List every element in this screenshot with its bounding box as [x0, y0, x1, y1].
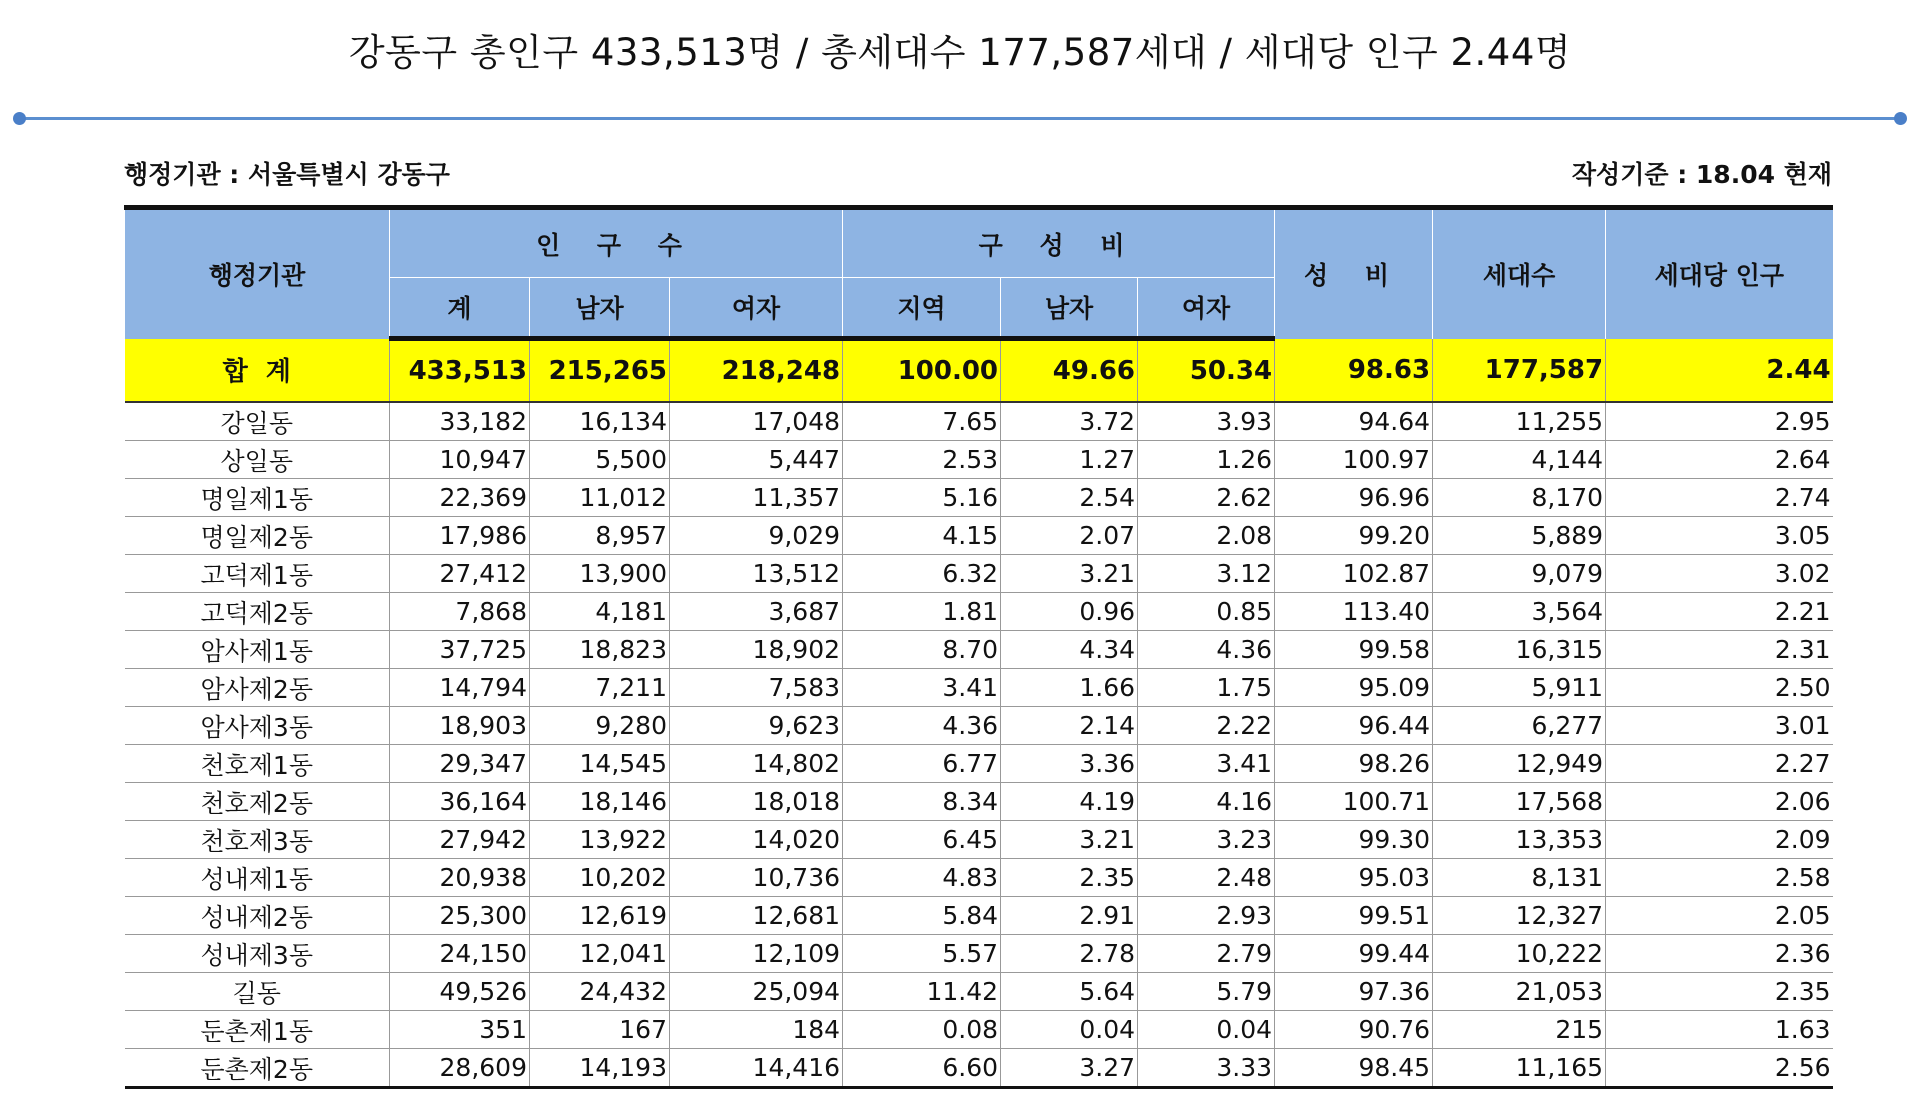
- header-per-household: 세대당 인구: [1606, 208, 1833, 339]
- table-row: [125, 745, 1833, 783]
- table-row: [125, 783, 1833, 821]
- cell-name: 길동: [125, 973, 390, 1011]
- header-male-pct: 남자: [1001, 278, 1138, 339]
- cell-region: 6.45: [843, 821, 1001, 859]
- table-row: [125, 935, 1833, 973]
- total-sex-ratio: 98.63: [1275, 339, 1433, 403]
- cell-region: 8.34: [843, 783, 1001, 821]
- cell-female-pct: 3.12: [1138, 555, 1275, 593]
- cell-per-household: 1.63: [1606, 1011, 1833, 1049]
- total-male-pct: 49.66: [1001, 339, 1138, 403]
- cell-male: 5,500: [530, 441, 670, 479]
- cell-total: 22,369: [390, 479, 530, 517]
- cell-households: 6,277: [1433, 707, 1606, 745]
- cell-female: 13,512: [670, 555, 843, 593]
- cell-female-pct: 3.41: [1138, 745, 1275, 783]
- divider-dot-right: [1894, 112, 1907, 125]
- cell-sex-ratio: 102.87: [1275, 555, 1433, 593]
- cell-total: 27,942: [390, 821, 530, 859]
- cell-region: 6.60: [843, 1049, 1001, 1088]
- cell-per-household: 2.21: [1606, 593, 1833, 631]
- cell-name: 고덕제2동: [125, 593, 390, 631]
- cell-female-pct: 2.93: [1138, 897, 1275, 935]
- cell-male: 13,922: [530, 821, 670, 859]
- cell-sex-ratio: 95.09: [1275, 669, 1433, 707]
- cell-female-pct: 0.85: [1138, 593, 1275, 631]
- cell-region: 0.08: [843, 1011, 1001, 1049]
- table-row: [125, 859, 1833, 897]
- cell-female-pct: 2.48: [1138, 859, 1275, 897]
- header-female-pct: 여자: [1138, 278, 1275, 339]
- cell-male-pct: 3.72: [1001, 402, 1138, 441]
- cell-households: 11,255: [1433, 402, 1606, 441]
- cell-households: 12,327: [1433, 897, 1606, 935]
- header-male: 남자: [530, 278, 670, 339]
- cell-per-household: 3.05: [1606, 517, 1833, 555]
- cell-female: 184: [670, 1011, 843, 1049]
- cell-sex-ratio: 98.45: [1275, 1049, 1433, 1088]
- cell-region: 8.70: [843, 631, 1001, 669]
- cell-region: 5.84: [843, 897, 1001, 935]
- cell-sex-ratio: 97.36: [1275, 973, 1433, 1011]
- cell-total: 29,347: [390, 745, 530, 783]
- cell-households: 215: [1433, 1011, 1606, 1049]
- total-per-household: 2.44: [1606, 339, 1833, 403]
- population-table: [124, 205, 1833, 1089]
- cell-per-household: 2.58: [1606, 859, 1833, 897]
- cell-total: 28,609: [390, 1049, 530, 1088]
- cell-total: 37,725: [390, 631, 530, 669]
- cell-female: 18,902: [670, 631, 843, 669]
- cell-region: 6.77: [843, 745, 1001, 783]
- cell-sex-ratio: 99.44: [1275, 935, 1433, 973]
- cell-female-pct: 3.33: [1138, 1049, 1275, 1088]
- cell-female: 9,029: [670, 517, 843, 555]
- table-row: [125, 555, 1833, 593]
- cell-households: 5,889: [1433, 517, 1606, 555]
- cell-male: 14,545: [530, 745, 670, 783]
- cell-sex-ratio: 99.30: [1275, 821, 1433, 859]
- cell-male: 167: [530, 1011, 670, 1049]
- cell-households: 9,079: [1433, 555, 1606, 593]
- cell-female-pct: 0.04: [1138, 1011, 1275, 1049]
- cell-male-pct: 2.35: [1001, 859, 1138, 897]
- cell-female: 14,020: [670, 821, 843, 859]
- cell-female: 12,109: [670, 935, 843, 973]
- cell-name: 천호제3동: [125, 821, 390, 859]
- cell-name: 천호제2동: [125, 783, 390, 821]
- cell-male-pct: 3.21: [1001, 821, 1138, 859]
- header-composition: 구 성 비: [843, 208, 1275, 278]
- cell-male: 24,432: [530, 973, 670, 1011]
- cell-households: 8,170: [1433, 479, 1606, 517]
- cell-total: 14,794: [390, 669, 530, 707]
- cell-male-pct: 4.19: [1001, 783, 1138, 821]
- cell-households: 4,144: [1433, 441, 1606, 479]
- page-title: 강동구 총인구 433,513명 / 총세대수 177,587세대 / 세대당 인구 2.44명: [348, 31, 1572, 74]
- cell-total: 33,182: [390, 402, 530, 441]
- cell-name: 고덕제1동: [125, 555, 390, 593]
- cell-male: 9,280: [530, 707, 670, 745]
- cell-male-pct: 3.36: [1001, 745, 1138, 783]
- cell-female: 9,623: [670, 707, 843, 745]
- cell-male: 16,134: [530, 402, 670, 441]
- cell-male: 14,193: [530, 1049, 670, 1088]
- cell-female-pct: 1.75: [1138, 669, 1275, 707]
- cell-per-household: 2.64: [1606, 441, 1833, 479]
- cell-male-pct: 2.91: [1001, 897, 1138, 935]
- cell-name: 암사제2동: [125, 669, 390, 707]
- cell-sex-ratio: 90.76: [1275, 1011, 1433, 1049]
- cell-female: 10,736: [670, 859, 843, 897]
- table-body: [125, 339, 1833, 1088]
- table-row: [125, 1049, 1833, 1088]
- cell-sex-ratio: 99.58: [1275, 631, 1433, 669]
- header-region: 지역: [843, 278, 1001, 339]
- cell-total: 7,868: [390, 593, 530, 631]
- cell-name: 성내제3동: [125, 935, 390, 973]
- cell-male-pct: 5.64: [1001, 973, 1138, 1011]
- header-population: 인 구 수: [390, 208, 843, 278]
- cell-name: 강일동: [125, 402, 390, 441]
- table-row: [125, 479, 1833, 517]
- cell-female-pct: 5.79: [1138, 973, 1275, 1011]
- cell-name: 명일제1동: [125, 479, 390, 517]
- cell-region: 2.53: [843, 441, 1001, 479]
- cell-households: 21,053: [1433, 973, 1606, 1011]
- cell-region: 5.16: [843, 479, 1001, 517]
- header-female: 여자: [670, 278, 843, 339]
- cell-female: 14,802: [670, 745, 843, 783]
- total-households: 177,587: [1433, 339, 1606, 403]
- cell-households: 16,315: [1433, 631, 1606, 669]
- cell-female: 12,681: [670, 897, 843, 935]
- cell-name: 둔촌제2동: [125, 1049, 390, 1088]
- cell-per-household: 2.50: [1606, 669, 1833, 707]
- cell-households: 3,564: [1433, 593, 1606, 631]
- cell-per-household: 2.74: [1606, 479, 1833, 517]
- cell-per-household: 2.05: [1606, 897, 1833, 935]
- cell-male-pct: 4.34: [1001, 631, 1138, 669]
- cell-households: 5,911: [1433, 669, 1606, 707]
- table-row: [125, 669, 1833, 707]
- total-male: 215,265: [530, 339, 670, 403]
- cell-households: 11,165: [1433, 1049, 1606, 1088]
- cell-female-pct: 3.93: [1138, 402, 1275, 441]
- cell-female: 7,583: [670, 669, 843, 707]
- cell-name: 암사제1동: [125, 631, 390, 669]
- cell-total: 25,300: [390, 897, 530, 935]
- cell-total: 27,412: [390, 555, 530, 593]
- header-sex-ratio: 성 비: [1275, 208, 1433, 339]
- cell-households: 12,949: [1433, 745, 1606, 783]
- cell-per-household: 2.56: [1606, 1049, 1833, 1088]
- cell-male-pct: 3.21: [1001, 555, 1138, 593]
- cell-male: 18,146: [530, 783, 670, 821]
- cell-total: 17,986: [390, 517, 530, 555]
- cell-sex-ratio: 94.64: [1275, 402, 1433, 441]
- total-female-pct: 50.34: [1138, 339, 1275, 403]
- cell-households: 8,131: [1433, 859, 1606, 897]
- cell-per-household: 3.01: [1606, 707, 1833, 745]
- cell-male-pct: 2.14: [1001, 707, 1138, 745]
- cell-sex-ratio: 99.51: [1275, 897, 1433, 935]
- divider-dot-left: [13, 112, 26, 125]
- cell-per-household: 2.09: [1606, 821, 1833, 859]
- cell-total: 10,947: [390, 441, 530, 479]
- cell-sex-ratio: 95.03: [1275, 859, 1433, 897]
- total-row: [125, 339, 1833, 403]
- cell-female: 11,357: [670, 479, 843, 517]
- cell-region: 1.81: [843, 593, 1001, 631]
- cell-households: 17,568: [1433, 783, 1606, 821]
- cell-per-household: 2.27: [1606, 745, 1833, 783]
- cell-total: 36,164: [390, 783, 530, 821]
- cell-name: 암사제3동: [125, 707, 390, 745]
- cell-region: 6.32: [843, 555, 1001, 593]
- cell-male: 10,202: [530, 859, 670, 897]
- cell-male: 12,041: [530, 935, 670, 973]
- cell-female: 5,447: [670, 441, 843, 479]
- table-row: [125, 707, 1833, 745]
- cell-total: 351: [390, 1011, 530, 1049]
- cell-male-pct: 0.04: [1001, 1011, 1138, 1049]
- cell-male-pct: 0.96: [1001, 593, 1138, 631]
- cell-region: 7.65: [843, 402, 1001, 441]
- cell-male-pct: 1.27: [1001, 441, 1138, 479]
- cell-sex-ratio: 113.40: [1275, 593, 1433, 631]
- table-row: [125, 973, 1833, 1011]
- cell-female: 14,416: [670, 1049, 843, 1088]
- cell-male: 12,619: [530, 897, 670, 935]
- cell-name: 상일동: [125, 441, 390, 479]
- cell-total: 24,150: [390, 935, 530, 973]
- cell-sex-ratio: 96.44: [1275, 707, 1433, 745]
- cell-region: 11.42: [843, 973, 1001, 1011]
- table-row: [125, 897, 1833, 935]
- cell-female-pct: 2.22: [1138, 707, 1275, 745]
- cell-sex-ratio: 100.71: [1275, 783, 1433, 821]
- header-total: 계: [390, 278, 530, 339]
- table-row: [125, 821, 1833, 859]
- cell-name: 둔촌제1동: [125, 1011, 390, 1049]
- cell-households: 13,353: [1433, 821, 1606, 859]
- cell-female: 18,018: [670, 783, 843, 821]
- table-row: [125, 402, 1833, 441]
- cell-per-household: 3.02: [1606, 555, 1833, 593]
- cell-per-household: 2.06: [1606, 783, 1833, 821]
- total-region: 100.00: [843, 339, 1001, 403]
- cell-male-pct: 2.54: [1001, 479, 1138, 517]
- cell-male-pct: 2.07: [1001, 517, 1138, 555]
- total-female: 218,248: [670, 339, 843, 403]
- cell-male: 13,900: [530, 555, 670, 593]
- cell-name: 성내제1동: [125, 859, 390, 897]
- total-total: 433,513: [390, 339, 530, 403]
- cell-region: 4.36: [843, 707, 1001, 745]
- table-row: [125, 441, 1833, 479]
- title-divider: [20, 117, 1900, 120]
- total-name: 합 계: [125, 339, 390, 403]
- cell-per-household: 2.95: [1606, 402, 1833, 441]
- cell-region: 4.15: [843, 517, 1001, 555]
- cell-per-household: 2.31: [1606, 631, 1833, 669]
- cell-male: 18,823: [530, 631, 670, 669]
- date-label: 작성기준 : 18.04 현재: [1571, 160, 1832, 189]
- cell-name: 성내제2동: [125, 897, 390, 935]
- cell-per-household: 2.36: [1606, 935, 1833, 973]
- cell-female: 25,094: [670, 973, 843, 1011]
- cell-male: 7,211: [530, 669, 670, 707]
- agency-label: 행정기관 : 서울특별시 강동구: [124, 160, 450, 189]
- cell-name: 천호제1동: [125, 745, 390, 783]
- cell-female: 3,687: [670, 593, 843, 631]
- table-row: [125, 1011, 1833, 1049]
- cell-region: 3.41: [843, 669, 1001, 707]
- cell-per-household: 2.35: [1606, 973, 1833, 1011]
- cell-female-pct: 3.23: [1138, 821, 1275, 859]
- cell-total: 18,903: [390, 707, 530, 745]
- cell-male-pct: 3.27: [1001, 1049, 1138, 1088]
- cell-sex-ratio: 96.96: [1275, 479, 1433, 517]
- cell-region: 4.83: [843, 859, 1001, 897]
- cell-sex-ratio: 99.20: [1275, 517, 1433, 555]
- cell-sex-ratio: 98.26: [1275, 745, 1433, 783]
- cell-male-pct: 2.78: [1001, 935, 1138, 973]
- cell-female-pct: 2.79: [1138, 935, 1275, 973]
- cell-sex-ratio: 100.97: [1275, 441, 1433, 479]
- cell-female-pct: 4.16: [1138, 783, 1275, 821]
- cell-households: 10,222: [1433, 935, 1606, 973]
- cell-total: 20,938: [390, 859, 530, 897]
- table-row: [125, 593, 1833, 631]
- cell-female-pct: 4.36: [1138, 631, 1275, 669]
- cell-male: 8,957: [530, 517, 670, 555]
- cell-female-pct: 2.62: [1138, 479, 1275, 517]
- cell-total: 49,526: [390, 973, 530, 1011]
- cell-male: 4,181: [530, 593, 670, 631]
- cell-region: 5.57: [843, 935, 1001, 973]
- cell-name: 명일제2동: [125, 517, 390, 555]
- header-agency: 행정기관: [125, 208, 390, 339]
- cell-female-pct: 2.08: [1138, 517, 1275, 555]
- header-households: 세대수: [1433, 208, 1606, 339]
- table-row: [125, 517, 1833, 555]
- cell-male-pct: 1.66: [1001, 669, 1138, 707]
- cell-female-pct: 1.26: [1138, 441, 1275, 479]
- cell-female: 17,048: [670, 402, 843, 441]
- table-row: [125, 631, 1833, 669]
- cell-male: 11,012: [530, 479, 670, 517]
